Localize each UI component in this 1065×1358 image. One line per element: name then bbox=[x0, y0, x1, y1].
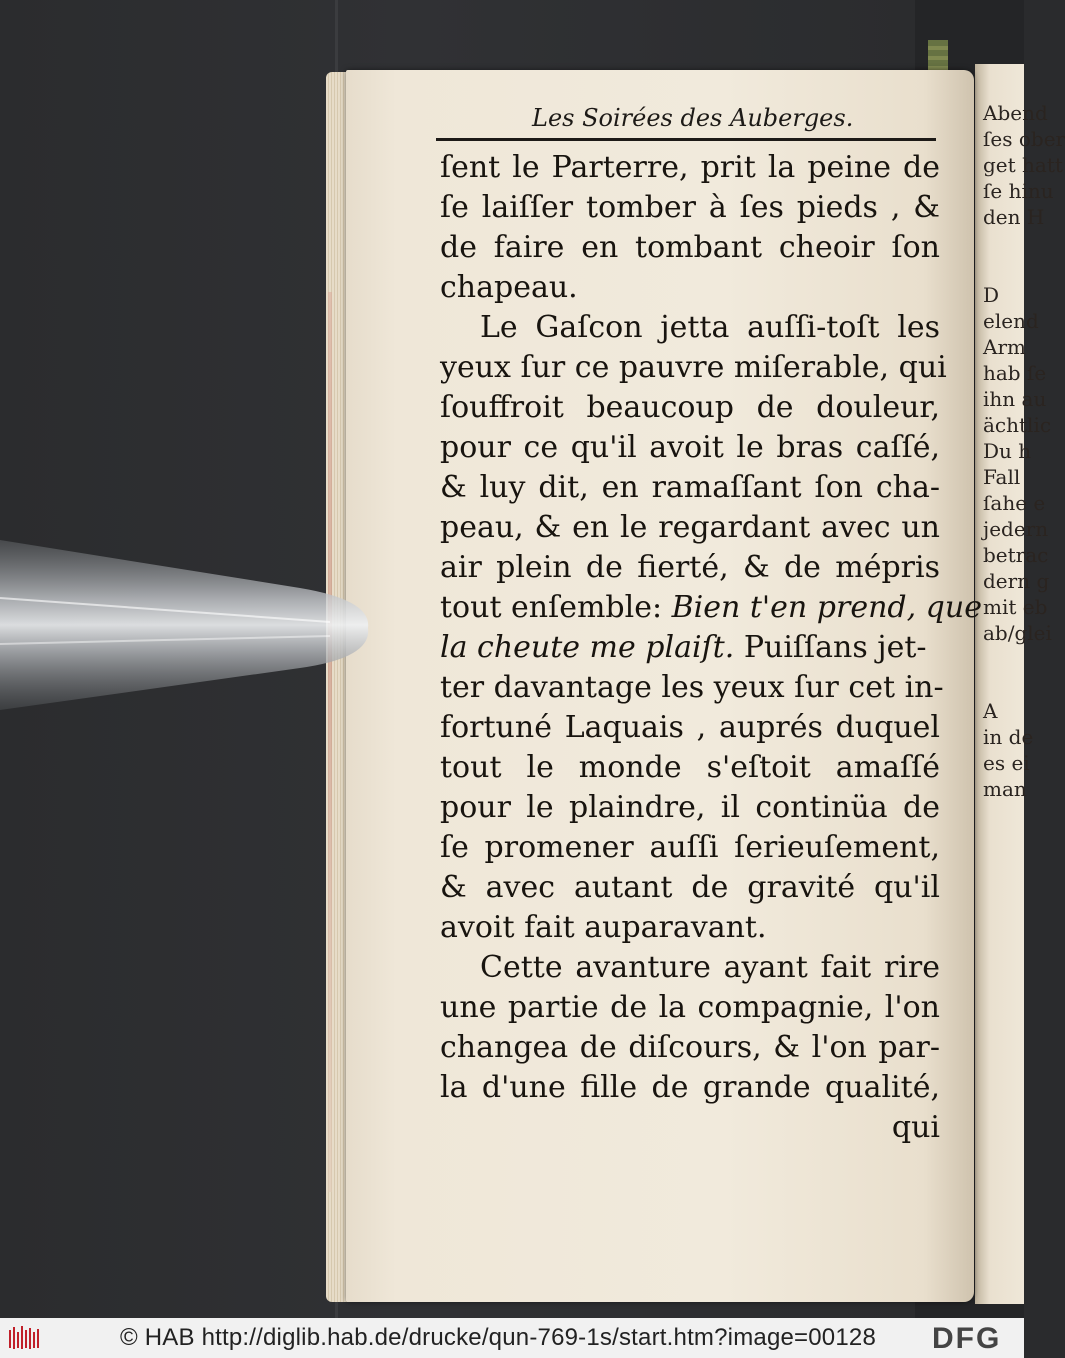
facing-page-line: den H bbox=[983, 205, 1045, 229]
text-line: ſouffroit beaucoup de douleur, bbox=[440, 390, 940, 425]
facing-page-line bbox=[983, 256, 1024, 282]
italic-run: la cheute me plaiſt. bbox=[440, 630, 735, 665]
facing-page-line: ſe hinu bbox=[983, 179, 1054, 203]
text-line: avoit fait auparavant. bbox=[440, 910, 767, 945]
facing-page-text bbox=[983, 100, 1065, 802]
facing-page-line: Arm bbox=[983, 335, 1026, 359]
viewer-footer bbox=[0, 1318, 1024, 1358]
facing-page-line: D bbox=[983, 283, 1000, 307]
hab-logo-icon bbox=[8, 1324, 42, 1352]
text-line-mixed bbox=[440, 588, 982, 628]
facing-page-line: get hatt bbox=[983, 153, 1063, 177]
header-rule bbox=[436, 138, 936, 141]
facing-page-line: betrac bbox=[983, 543, 1049, 567]
facing-page-line: man bbox=[983, 777, 1027, 801]
facing-page-line: elend bbox=[983, 309, 1039, 333]
facing-page-line bbox=[983, 230, 1024, 256]
text-line: chapeau. bbox=[440, 270, 578, 305]
facing-page-line: jedern bbox=[983, 517, 1049, 541]
facing-page-line: ab/glei bbox=[983, 621, 1052, 645]
text-line: Le Gaſcon jetta auſſi-toſt les bbox=[480, 310, 940, 345]
text-run: tout enſemble: bbox=[440, 590, 672, 625]
text-line: ſe promener auſſi ſerieuſement, bbox=[440, 830, 940, 865]
facing-page-line: Fall bbox=[983, 465, 1021, 489]
text-line: de faire en tombant cheoir ſon bbox=[440, 230, 940, 265]
facing-page-line: Abend bbox=[983, 101, 1048, 125]
page-body bbox=[440, 148, 982, 1148]
text-line: une partie de la compagnie, l'on bbox=[440, 990, 940, 1025]
italic-run: Bien t'en prend, que bbox=[671, 590, 982, 625]
facing-page-line bbox=[983, 646, 1024, 672]
page-holder-wedge bbox=[0, 540, 372, 710]
copyright-link[interactable]: © HAB http://diglib.hab.de/drucke/qun-769-1s/start.htm?image=00128 bbox=[120, 1324, 876, 1351]
text-line: la d'une fille de grande qualité, bbox=[440, 1070, 940, 1105]
facing-page-line: ihn au bbox=[983, 387, 1047, 411]
facing-page-line bbox=[983, 672, 1024, 698]
facing-page-line: ſahe e bbox=[983, 491, 1046, 515]
facing-page-line: ſes ober bbox=[983, 127, 1065, 151]
running-header: Les Soirées des Auberges. bbox=[532, 104, 854, 132]
dfg-logo: DFG bbox=[932, 1322, 1002, 1355]
text-run: Puiſſans jet- bbox=[734, 630, 927, 665]
text-line: changea de diſcours, & l'on par- bbox=[440, 1030, 940, 1065]
text-line: pour ce qu'il avoit le bras caſſé, bbox=[440, 430, 940, 465]
text-line: & avec autant de gravité qu'il bbox=[440, 870, 940, 905]
facing-page-line: mit eb bbox=[983, 595, 1048, 619]
text-line: ſe laiſſer tomber à ſes pieds , & bbox=[440, 190, 940, 225]
text-line: ter davantage les yeux ſur cet in- bbox=[440, 670, 944, 705]
catchword: qui bbox=[891, 1110, 940, 1145]
facing-page-line: dern g bbox=[983, 569, 1050, 593]
facing-page-line: A bbox=[983, 699, 998, 723]
text-line: air plein de fierté, & de mépris bbox=[440, 550, 940, 585]
facing-page-line: in de bbox=[983, 725, 1034, 749]
text-line: yeux ſur ce pauvre miſerable, qui bbox=[440, 350, 947, 385]
facing-page-line: hab ſe bbox=[983, 361, 1047, 385]
text-line: Cette avanture ayant fait rire bbox=[480, 950, 940, 985]
text-line: tout le monde s'eſtoit amaſſé bbox=[440, 750, 940, 785]
facing-page-line: Du h bbox=[983, 439, 1032, 463]
text-line: fortuné Laquais , auprés duquel bbox=[440, 710, 940, 745]
facing-page-line: es ei bbox=[983, 751, 1030, 775]
text-line: peau, & en le regardant avec un bbox=[440, 510, 940, 545]
text-line-mixed bbox=[440, 628, 940, 668]
facing-page-line: ächtlic bbox=[983, 413, 1052, 437]
text-line: ſent le Parterre, prit la peine de bbox=[440, 150, 940, 185]
text-line: pour le plaindre, il continüa de bbox=[440, 790, 940, 825]
text-line: & luy dit, en ramaſſant ſon cha- bbox=[440, 470, 940, 505]
